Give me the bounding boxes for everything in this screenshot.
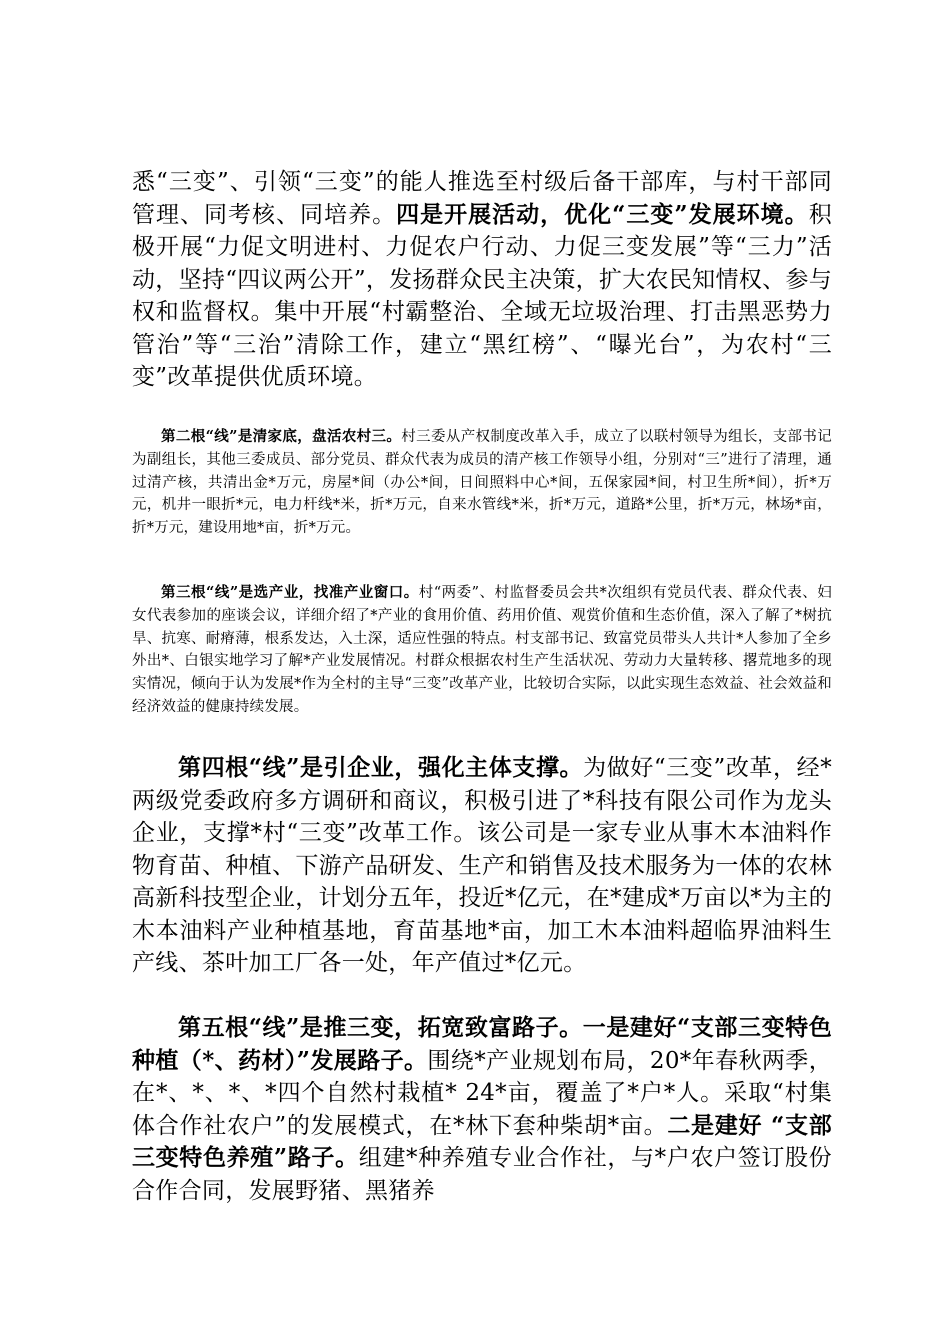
paragraph-third-line [132, 582, 832, 719]
paragraph-text: 组建*种养殖专业合作社，与*户农户签订股份合作合同，发展野猪、黑猪养 [132, 1145, 832, 1204]
paragraph-second-line [132, 426, 832, 540]
paragraph-heading: 第五根“线”是推三变，拓宽致富路子。 [178, 1014, 583, 1041]
paragraph-text: 村“两委”、村监督委员会共*次组织有党员代表、群众代表、妇女代表参加的座谈会议，详细介绍了*产业的食用价值、药用价值、观赏价值和生态价值，深入了解了*树抗旱、抗寒、耐瘠薄，根系发达，入土深，适应性强的特点。村支部书记、致富党员带头人共计*人参加了全乡外出*、白银实地学习了解*产业发展情况。村群众根据农村生产生活状况、劳动力大量转移、撂荒地多的现实情况，倾向于认为发展*作为全村的主导“三变”改革产业，比较切合实际，以此实现生态效益、社会效益和经济效益的健康持续发展。 [132, 585, 833, 715]
paragraph-subheading: 一是建好“支部三变特色种植（*、药材）”发展路子。 [132, 1014, 833, 1074]
paragraph-text: 悉“三变”、引领“三变”的能人推选至村级后备干部库，与村干部同管理、同考核、同培养。 [132, 169, 832, 228]
paragraph-talent-and-environment [132, 166, 832, 394]
paragraph-text: 为做好“三变”改革，经*两级党委政府多方调研和商议，积极引进了*科技有限公司作为龙头企业，支撑*村“三变”改革工作。该公司是一家专业从事木本油料作物育苗、种植、下游产品研发、生产和销售及技术服务为一体的农林高新科技型企业，计划分五年，投近*亿元，在*建成*万亩以*为主的木本油料产业种植基地，育苗基地*亩，加工木本油料超临界油料生产线、茶叶加工厂各一处，年产值过*亿元。 [132, 755, 833, 976]
paragraph-fifth-line [132, 1012, 832, 1207]
paragraph-text: 积极开展“力促文明进村、力促农户行动、力促三变发展”等“三力”活动，坚持“四议两公开”，发扬群众民主决策，扩大农民知情权、参与权和监督权。集中开展“村霸整治、全域无垃圾治理、打击黑恶势力管治”等“三治”清除工作，建立“黑红榜”、“曝光台”，为农村“三变”改革提供优质环境。 [132, 201, 832, 390]
paragraph-heading: 第四根“线”是引企业，强化主体支撑。 [178, 754, 584, 781]
paragraph-text: 围绕*产业规划布局，20*年春秋两季，在*、*、*、*四个自然村栽植* 24*亩，覆盖了*户*人。采取“村集体合作社农户”的发展模式，在*林下套种柴胡*亩。 [132, 1047, 832, 1139]
paragraph-heading: 第三根“线”是选产业，找准产业窗口。 [161, 584, 419, 601]
paragraph-heading: 四是开展活动，优化“三变”发展环境。 [396, 200, 809, 228]
paragraph-subheading: 二是建好 “支部三变特色养殖”路子。 [132, 1111, 832, 1171]
paragraph-text: 村三委从产权制度改革入手，成立了以联村领导为组长，支部书记为副组长，其他三委成员、部分党员、群众代表为成员的清产核工作领导小组，分别对“三”进行了清理，通过清产核，共清出金*万元，房屋*间（办公*间，日间照料中心*间，五保家园*间，村卫生所*间），折*万元，机井一眼折*元，电力杆线*米，折*万元，自来水管线*米，折*万元，道路*公里，折*万元，林场*亩，折*万元，建设用地*亩，折*万元。 [132, 429, 832, 537]
paragraph-heading: 第二根“线”是清家底，盘活农村三。 [161, 428, 402, 445]
paragraph-fourth-line [132, 752, 832, 980]
